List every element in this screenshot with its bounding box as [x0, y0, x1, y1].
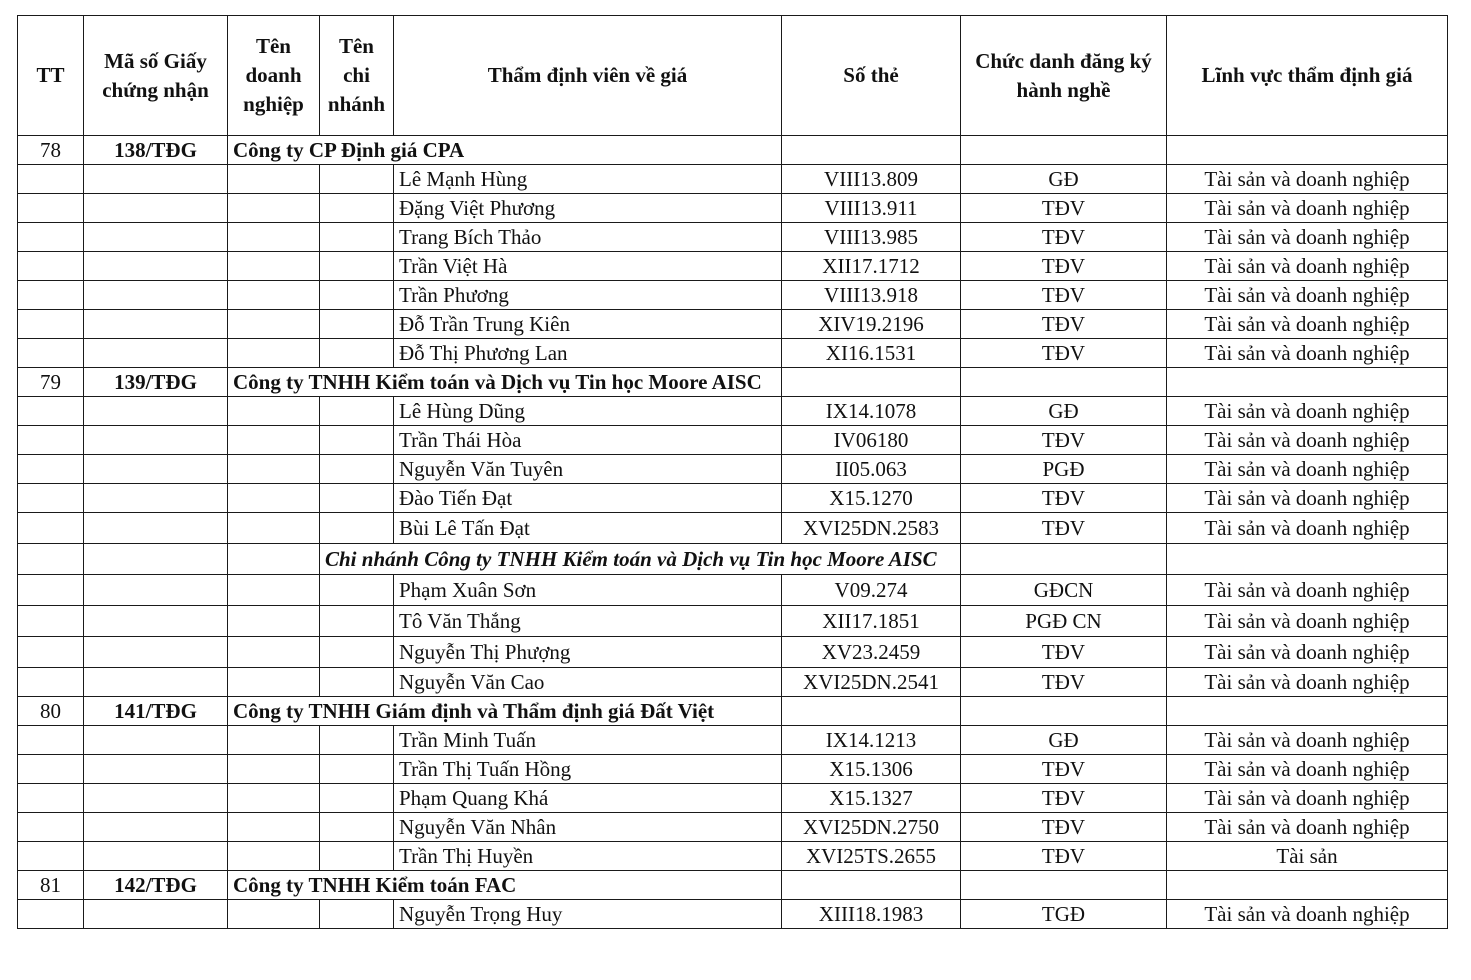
card-number: XI16.1531 — [782, 339, 961, 368]
branch-name-cell — [320, 194, 394, 223]
tt-cell — [18, 606, 84, 637]
appraiser-name: Bùi Lê Tấn Đạt — [394, 513, 782, 544]
tt-cell — [18, 842, 84, 871]
certificate-cell — [84, 784, 228, 813]
appraiser-name: Trần Phương — [394, 281, 782, 310]
card-number: VIII13.918 — [782, 281, 961, 310]
firm-name-cell — [228, 606, 320, 637]
firm-name-cell — [228, 397, 320, 426]
appraiser-registry-table — [17, 15, 1448, 929]
certificate-cell — [84, 252, 228, 281]
appraisal-field: Tài sản và doanh nghiệp — [1167, 513, 1448, 544]
card-number: XIII18.1983 — [782, 900, 961, 929]
certificate-cell — [84, 575, 228, 606]
firm-name-cell — [228, 842, 320, 871]
firm-name-cell — [228, 194, 320, 223]
firm-name-cell — [228, 223, 320, 252]
appraiser-row — [18, 455, 1448, 484]
card-number: X15.1306 — [782, 755, 961, 784]
firm-name-cell — [228, 252, 320, 281]
branch-name-cell — [320, 900, 394, 929]
appraiser-name: Phạm Xuân Sơn — [394, 575, 782, 606]
card-number: XV23.2459 — [782, 637, 961, 668]
registry-sheet — [17, 15, 1448, 929]
branch-name-cell — [320, 606, 394, 637]
appraiser-name: Nguyễn Văn Nhân — [394, 813, 782, 842]
firm-certificate: 142/TĐG — [84, 871, 228, 900]
appraiser-row — [18, 575, 1448, 606]
practice-title: TĐV — [961, 194, 1167, 223]
header-certificate: Mã số Giấy chứng nhận — [84, 16, 228, 136]
card-number: XVI25TS.2655 — [782, 842, 961, 871]
practice-title: GĐ — [961, 397, 1167, 426]
appraiser-row — [18, 426, 1448, 455]
firm-name-cell — [228, 455, 320, 484]
table-body — [18, 136, 1448, 929]
appraisal-field-cell — [1167, 871, 1448, 900]
certificate-cell — [84, 668, 228, 697]
certificate-cell — [84, 223, 228, 252]
certificate-cell — [84, 165, 228, 194]
appraiser-name: Trang Bích Thảo — [394, 223, 782, 252]
appraiser-name: Đỗ Thị Phương Lan — [394, 339, 782, 368]
branch-name: Chi nhánh Công ty TNHH Kiểm toán và Dịch vụ Tin học Moore AISC — [320, 544, 961, 575]
appraisal-field-cell — [1167, 136, 1448, 165]
appraisal-field: Tài sản và doanh nghiệp — [1167, 223, 1448, 252]
practice-title: TĐV — [961, 755, 1167, 784]
card-number-cell — [782, 697, 961, 726]
practice-title-cell — [961, 136, 1167, 165]
branch-name-cell — [320, 310, 394, 339]
practice-title: TĐV — [961, 784, 1167, 813]
certificate-cell — [84, 813, 228, 842]
card-number: IV06180 — [782, 426, 961, 455]
firm-tt: 78 — [18, 136, 84, 165]
appraiser-name: Nguyễn Văn Tuyên — [394, 455, 782, 484]
firm-tt: 79 — [18, 368, 84, 397]
appraiser-row — [18, 900, 1448, 929]
firm-name-cell — [228, 668, 320, 697]
practice-title: TĐV — [961, 513, 1167, 544]
firm-name-cell — [228, 813, 320, 842]
branch-name-cell — [320, 281, 394, 310]
tt-cell — [18, 813, 84, 842]
appraiser-name: Nguyễn Thị Phượng — [394, 637, 782, 668]
appraiser-name: Đỗ Trần Trung Kiên — [394, 310, 782, 339]
firm-tt: 80 — [18, 697, 84, 726]
tt-cell — [18, 426, 84, 455]
appraiser-name: Lê Mạnh Hùng — [394, 165, 782, 194]
appraiser-row — [18, 165, 1448, 194]
firm-name-cell — [228, 339, 320, 368]
certificate-cell — [84, 310, 228, 339]
appraisal-field: Tài sản và doanh nghiệp — [1167, 637, 1448, 668]
card-number: XII17.1851 — [782, 606, 961, 637]
practice-title: TĐV — [961, 484, 1167, 513]
firm-tt: 81 — [18, 871, 84, 900]
header-tt: TT — [18, 16, 84, 136]
tt-cell — [18, 339, 84, 368]
certificate-cell — [84, 194, 228, 223]
header-appraiser: Thẩm định viên về giá — [394, 16, 782, 136]
appraiser-row — [18, 252, 1448, 281]
branch-name-cell — [320, 397, 394, 426]
appraisal-field: Tài sản và doanh nghiệp — [1167, 575, 1448, 606]
appraiser-name: Đặng Việt Phương — [394, 194, 782, 223]
card-number: X15.1327 — [782, 784, 961, 813]
card-number: IX14.1078 — [782, 397, 961, 426]
firm-row — [18, 697, 1448, 726]
appraisal-field: Tài sản và doanh nghiệp — [1167, 426, 1448, 455]
branch-name-cell — [320, 784, 394, 813]
tt-cell — [18, 455, 84, 484]
branch-name-cell — [320, 426, 394, 455]
branch-name-cell — [320, 513, 394, 544]
tt-cell — [18, 397, 84, 426]
branch-name-cell — [320, 455, 394, 484]
appraiser-row — [18, 397, 1448, 426]
certificate-cell — [84, 339, 228, 368]
branch-name-cell — [320, 484, 394, 513]
certificate-cell — [84, 281, 228, 310]
certificate-cell — [84, 842, 228, 871]
branch-name-cell — [320, 637, 394, 668]
card-number: VIII13.985 — [782, 223, 961, 252]
tt-cell — [18, 726, 84, 755]
appraisal-field: Tài sản và doanh nghiệp — [1167, 455, 1448, 484]
appraiser-name: Trần Thái Hòa — [394, 426, 782, 455]
firm-row — [18, 368, 1448, 397]
appraisal-field: Tài sản và doanh nghiệp — [1167, 668, 1448, 697]
card-number: VIII13.809 — [782, 165, 961, 194]
firm-name-cell — [228, 575, 320, 606]
practice-title-cell — [961, 368, 1167, 397]
appraiser-name: Trần Việt Hà — [394, 252, 782, 281]
appraiser-row — [18, 784, 1448, 813]
branch-name-cell — [320, 842, 394, 871]
appraiser-row — [18, 726, 1448, 755]
certificate-cell — [84, 544, 228, 575]
tt-cell — [18, 637, 84, 668]
practice-title: GĐ — [961, 165, 1167, 194]
practice-title: TĐV — [961, 310, 1167, 339]
firm-name: Công ty CP Định giá CPA — [228, 136, 782, 165]
appraiser-name: Tô Văn Thắng — [394, 606, 782, 637]
firm-name-cell — [228, 310, 320, 339]
appraiser-row — [18, 755, 1448, 784]
header-card-number: Số thẻ — [782, 16, 961, 136]
branch-name-cell — [320, 668, 394, 697]
tt-cell — [18, 484, 84, 513]
firm-name-cell — [228, 281, 320, 310]
branch-name-cell — [320, 755, 394, 784]
appraisal-field: Tài sản và doanh nghiệp — [1167, 397, 1448, 426]
firm-name-cell — [228, 637, 320, 668]
appraisal-field: Tài sản và doanh nghiệp — [1167, 281, 1448, 310]
firm-certificate: 138/TĐG — [84, 136, 228, 165]
appraiser-row — [18, 223, 1448, 252]
appraiser-name: Nguyễn Văn Cao — [394, 668, 782, 697]
firm-name-cell — [228, 544, 320, 575]
certificate-cell — [84, 397, 228, 426]
appraiser-row — [18, 484, 1448, 513]
tt-cell — [18, 900, 84, 929]
practice-title: TĐV — [961, 281, 1167, 310]
appraisal-field: Tài sản — [1167, 842, 1448, 871]
firm-name-cell — [228, 484, 320, 513]
appraiser-name: Trần Thị Tuấn Hồng — [394, 755, 782, 784]
branch-name-cell — [320, 165, 394, 194]
certificate-cell — [84, 426, 228, 455]
tt-cell — [18, 513, 84, 544]
practice-title: GĐ — [961, 726, 1167, 755]
practice-title: TĐV — [961, 668, 1167, 697]
appraiser-name: Phạm Quang Khá — [394, 784, 782, 813]
practice-title: TGĐ — [961, 900, 1167, 929]
card-number: XVI25DN.2541 — [782, 668, 961, 697]
firm-name: Công ty TNHH Kiểm toán FAC — [228, 871, 782, 900]
appraisal-field: Tài sản và doanh nghiệp — [1167, 726, 1448, 755]
practice-title: TĐV — [961, 426, 1167, 455]
tt-cell — [18, 544, 84, 575]
branch-name-cell — [320, 339, 394, 368]
card-number: IX14.1213 — [782, 726, 961, 755]
branch-name-cell — [320, 223, 394, 252]
practice-title: TĐV — [961, 223, 1167, 252]
tt-cell — [18, 575, 84, 606]
appraisal-field: Tài sản và doanh nghiệp — [1167, 310, 1448, 339]
appraisal-field: Tài sản và doanh nghiệp — [1167, 339, 1448, 368]
practice-title: TĐV — [961, 339, 1167, 368]
tt-cell — [18, 755, 84, 784]
certificate-cell — [84, 484, 228, 513]
appraiser-row — [18, 281, 1448, 310]
appraiser-name: Đào Tiến Đạt — [394, 484, 782, 513]
appraisal-field-cell — [1167, 368, 1448, 397]
practice-title: TĐV — [961, 637, 1167, 668]
appraisal-field: Tài sản và doanh nghiệp — [1167, 194, 1448, 223]
certificate-cell — [84, 455, 228, 484]
appraiser-name: Trần Minh Tuấn — [394, 726, 782, 755]
appraiser-name: Nguyễn Trọng Huy — [394, 900, 782, 929]
practice-title-cell — [961, 544, 1167, 575]
branch-name-cell — [320, 813, 394, 842]
practice-title: TĐV — [961, 252, 1167, 281]
firm-name-cell — [228, 426, 320, 455]
appraiser-row — [18, 606, 1448, 637]
certificate-cell — [84, 513, 228, 544]
firm-name-cell — [228, 726, 320, 755]
practice-title: TĐV — [961, 813, 1167, 842]
appraisal-field-cell — [1167, 544, 1448, 575]
appraiser-name: Trần Thị Huyền — [394, 842, 782, 871]
firm-name-cell — [228, 165, 320, 194]
appraisal-field: Tài sản và doanh nghiệp — [1167, 755, 1448, 784]
practice-title: PGĐ CN — [961, 606, 1167, 637]
header-branch-name: Tên chi nhánh — [320, 16, 394, 136]
practice-title: GĐCN — [961, 575, 1167, 606]
certificate-cell — [84, 606, 228, 637]
firm-name: Công ty TNHH Kiểm toán và Dịch vụ Tin học Moore AISC — [228, 368, 782, 397]
card-number: V09.274 — [782, 575, 961, 606]
practice-title: TĐV — [961, 842, 1167, 871]
certificate-cell — [84, 900, 228, 929]
header-firm-name: Tên doanh nghiệp — [228, 16, 320, 136]
card-number: X15.1270 — [782, 484, 961, 513]
firm-name: Công ty TNHH Giám định và Thẩm định giá Đất Việt — [228, 697, 782, 726]
appraisal-field: Tài sản và doanh nghiệp — [1167, 252, 1448, 281]
table-header-row — [18, 16, 1448, 136]
appraiser-row — [18, 842, 1448, 871]
branch-name-cell — [320, 252, 394, 281]
firm-name-cell — [228, 755, 320, 784]
card-number: II05.063 — [782, 455, 961, 484]
branch-name-cell — [320, 575, 394, 606]
card-number: XVI25DN.2750 — [782, 813, 961, 842]
appraiser-row — [18, 513, 1448, 544]
appraiser-row — [18, 194, 1448, 223]
card-number: XII17.1712 — [782, 252, 961, 281]
card-number-cell — [782, 136, 961, 165]
practice-title-cell — [961, 871, 1167, 900]
tt-cell — [18, 281, 84, 310]
firm-row — [18, 871, 1448, 900]
appraiser-row — [18, 813, 1448, 842]
header-appraisal-field: Lĩnh vực thẩm định giá — [1167, 16, 1448, 136]
tt-cell — [18, 668, 84, 697]
tt-cell — [18, 223, 84, 252]
card-number: XVI25DN.2583 — [782, 513, 961, 544]
tt-cell — [18, 310, 84, 339]
firm-certificate: 139/TĐG — [84, 368, 228, 397]
appraisal-field: Tài sản và doanh nghiệp — [1167, 484, 1448, 513]
firm-name-cell — [228, 900, 320, 929]
card-number-cell — [782, 871, 961, 900]
card-number: VIII13.911 — [782, 194, 961, 223]
header-practice-title: Chức danh đăng ký hành nghề — [961, 16, 1167, 136]
tt-cell — [18, 165, 84, 194]
certificate-cell — [84, 726, 228, 755]
branch-row — [18, 544, 1448, 575]
appraiser-row — [18, 668, 1448, 697]
practice-title-cell — [961, 697, 1167, 726]
certificate-cell — [84, 755, 228, 784]
firm-name-cell — [228, 513, 320, 544]
firm-name-cell — [228, 784, 320, 813]
appraisal-field: Tài sản và doanh nghiệp — [1167, 900, 1448, 929]
appraisal-field: Tài sản và doanh nghiệp — [1167, 165, 1448, 194]
appraisal-field: Tài sản và doanh nghiệp — [1167, 784, 1448, 813]
firm-row — [18, 136, 1448, 165]
firm-certificate: 141/TĐG — [84, 697, 228, 726]
tt-cell — [18, 252, 84, 281]
card-number: XIV19.2196 — [782, 310, 961, 339]
appraisal-field-cell — [1167, 697, 1448, 726]
appraiser-row — [18, 637, 1448, 668]
appraiser-row — [18, 310, 1448, 339]
card-number-cell — [782, 368, 961, 397]
tt-cell — [18, 194, 84, 223]
appraisal-field: Tài sản và doanh nghiệp — [1167, 813, 1448, 842]
appraiser-row — [18, 339, 1448, 368]
practice-title: PGĐ — [961, 455, 1167, 484]
tt-cell — [18, 784, 84, 813]
certificate-cell — [84, 637, 228, 668]
appraiser-name: Lê Hùng Dũng — [394, 397, 782, 426]
appraisal-field: Tài sản và doanh nghiệp — [1167, 606, 1448, 637]
branch-name-cell — [320, 726, 394, 755]
